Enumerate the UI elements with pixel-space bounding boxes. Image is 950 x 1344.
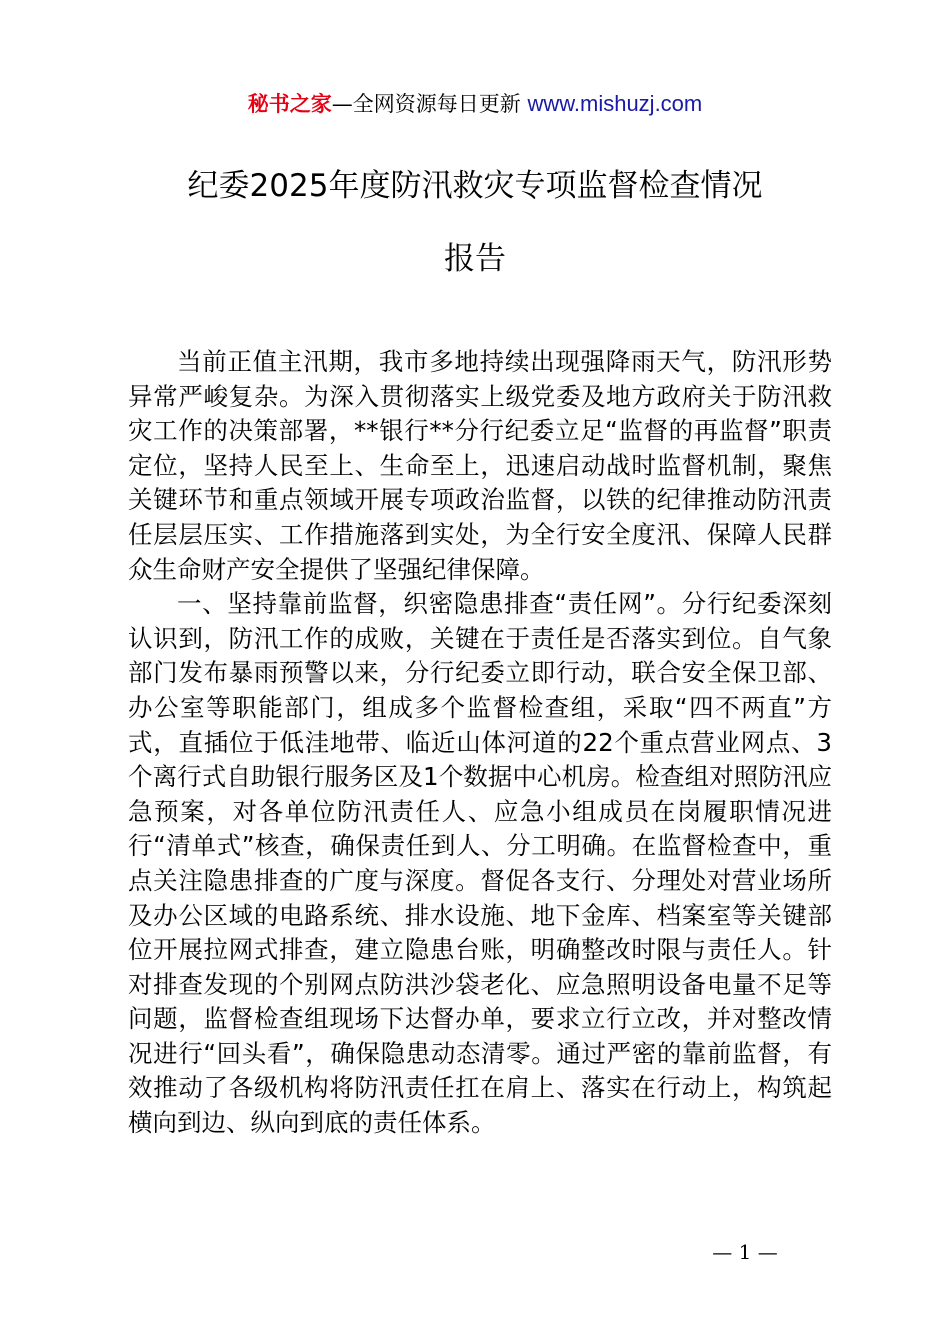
site-banner (0, 88, 950, 120)
title-line-2: 报告 (444, 241, 506, 277)
paragraph-intro: 当前正值主汛期，我市多地持续出现强降雨天气，防汛形势异常严峻复杂。为深入贯彻落实上级党委及地方政府关于防汛救灾工作的决策部署，**银行**分行纪委立足“监督的再监督”职责定位，坚持人民至上、生命至上，迅速启动战时监督机制，聚焦关键环节和重点领域开展专项政治监督，以铁的纪律推动防汛责任层层压实、工作措施落到实处，为全行安全度汛、保障人民群众生命财产安全提供了坚强纪律保障。 (128, 347, 832, 584)
brand-name: 秘书之家 (247, 92, 332, 116)
paragraph-section-1: 一、坚持靠前监督，织密隐患排查“责任网”。分行纪委深刻认识到，防汛工作的成败，关键在于责任是否落实到位。自气象部门发布暴雨预警以来，分行纪委立即行动，联合安全保卫部、办公室等职能部门，组成多个监督检查组，采取“四不两直”方式，直插位于低洼地带、临近山体河道的22个重点营业网点、3个离行式自助银行服务区及1个数据中心机房。检查组对照防汛应急预案，对各单位防汛责任人、应急小组成员在岗履职情况进行“清单式”核查，确保责任到人、分工明确。在监督检查中，重点关注隐患排查的广度与深度。督促各支行、分理处对营业场所及办公区域的电路系统、排水设施、地下金库、档案室等关键部位开展拉网式排查，建立隐患台账，明确整改时限与责任人。针对排查发现的个别网点防洪沙袋老化、应急照明设备电量不足等问题，监督检查组现场下达督办单，要求立行立改，并对整改情况进行“回头看”，确保隐患动态清零。通过严密的靠前监督，有效推动了各级机构将防汛责任扛在肩上、落实在行动上，构筑起横向到边、纵向到底的责任体系。 (128, 589, 832, 1138)
document-body (128, 345, 832, 1141)
site-url-link[interactable]: www.mishuzj.com (527, 91, 703, 116)
title-line-1: 纪委2025年度防汛救灾专项监督检查情况 (187, 168, 763, 204)
banner-tagline: —全网资源每日更新 (331, 92, 528, 116)
document-title (120, 162, 830, 283)
page-number: — 1 — (712, 1240, 778, 1264)
